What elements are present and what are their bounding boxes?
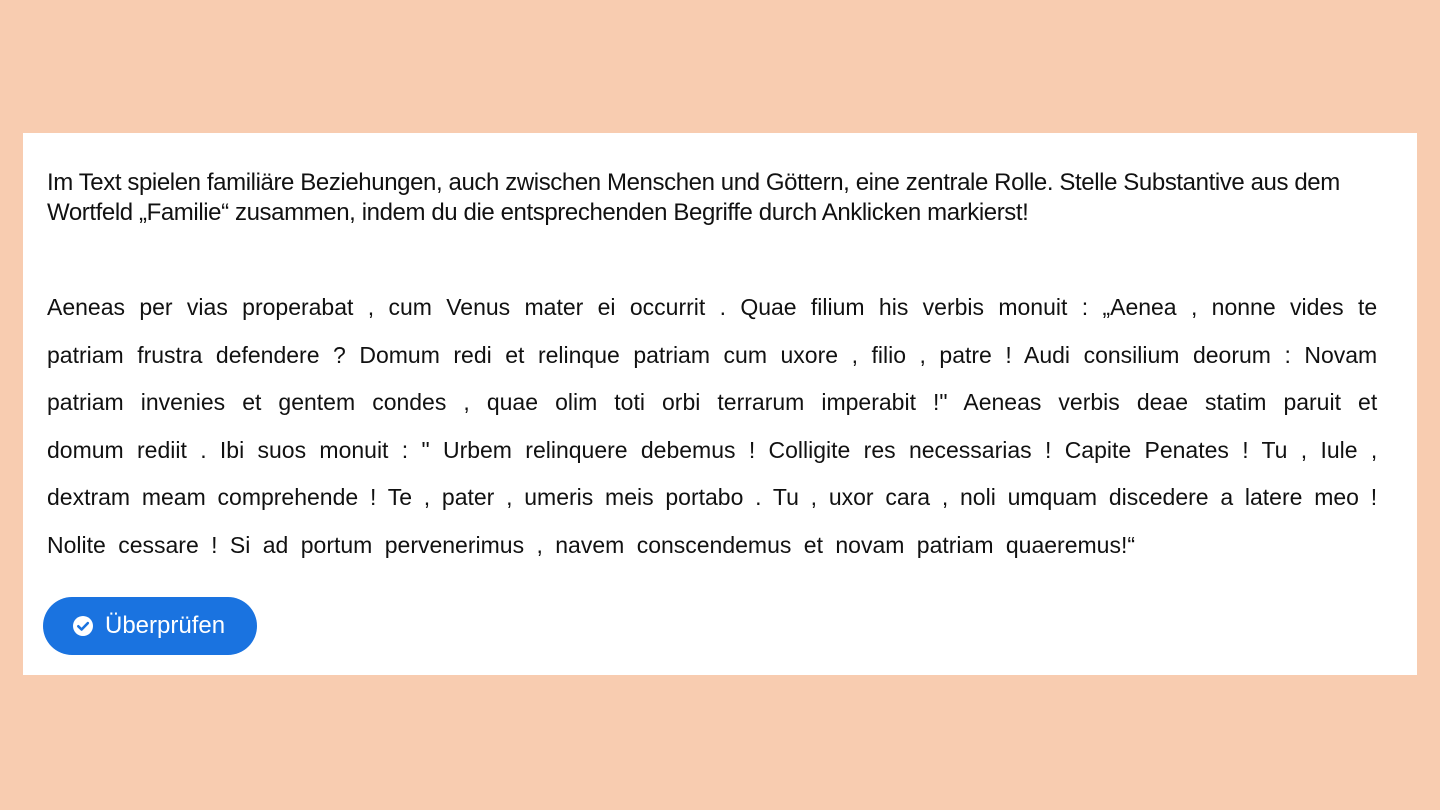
passage-word[interactable]: deae xyxy=(1136,389,1188,415)
passage-word[interactable]: olim xyxy=(555,389,598,415)
passage-word[interactable]: necessarias xyxy=(908,436,1032,463)
passage-word[interactable]: a xyxy=(1220,484,1234,510)
passage-word[interactable]: te xyxy=(1357,294,1378,320)
passage-word[interactable]: terrarum xyxy=(717,389,805,415)
passage-line xyxy=(47,522,1377,570)
passage-word[interactable]: Quae xyxy=(740,294,797,320)
passage-word[interactable]: , xyxy=(1370,436,1378,463)
passage-word[interactable]: Colligite xyxy=(768,436,851,463)
passage-word[interactable]: monuit xyxy=(998,294,1068,320)
passage-word[interactable]: cum xyxy=(388,294,432,320)
passage-word[interactable]: frustra xyxy=(137,341,203,368)
passage-word[interactable]: pervenerimus xyxy=(384,531,525,558)
passage-word[interactable]: , xyxy=(423,484,431,510)
passage-word[interactable]: dextram xyxy=(47,484,131,510)
check-button[interactable] xyxy=(43,597,257,655)
passage-word[interactable]: conscendemus xyxy=(636,531,792,558)
passage-word[interactable]: umquam xyxy=(1007,484,1098,510)
passage-word[interactable]: deorum xyxy=(1192,341,1271,368)
passage-word[interactable]: properabat xyxy=(242,294,354,320)
passage-word[interactable]: patriam xyxy=(47,389,124,415)
passage-word[interactable]: Ibi xyxy=(219,436,245,463)
passage-word[interactable]: comprehende xyxy=(217,484,359,510)
passage-word[interactable]: Capite xyxy=(1064,436,1132,463)
passage-word[interactable]: et xyxy=(803,531,823,558)
passage-line xyxy=(47,332,1377,380)
passage-word[interactable]: . xyxy=(755,484,762,510)
passage-word[interactable]: patriam xyxy=(47,341,124,368)
passage-word[interactable]: , xyxy=(851,341,858,368)
passage-word[interactable]: mater xyxy=(524,294,584,320)
passage-word[interactable]: ei xyxy=(597,294,616,320)
passage-word[interactable]: redi xyxy=(453,341,492,368)
passage-word[interactable]: domum xyxy=(47,436,124,463)
passage-word[interactable]: portabo xyxy=(665,484,744,510)
passage-word[interactable]: cessare xyxy=(118,531,199,558)
passage-word[interactable]: et xyxy=(242,389,262,415)
check-button-label: Überprüfen xyxy=(105,612,226,639)
passage-word[interactable]: paruit xyxy=(1283,389,1341,415)
passage-word[interactable]: umeris xyxy=(524,484,594,510)
passage-word[interactable]: Domum xyxy=(359,341,440,368)
passage-line xyxy=(47,284,1377,332)
passage-word[interactable]: : xyxy=(1284,341,1291,368)
passage-word[interactable]: vides xyxy=(1289,294,1344,320)
latin-passage xyxy=(47,284,1377,569)
passage-word[interactable]: meo xyxy=(1314,484,1359,510)
passage-word[interactable]: occurrit xyxy=(629,294,706,320)
passage-word[interactable]: his xyxy=(878,294,909,320)
passage-word[interactable]: Aeneas xyxy=(47,294,126,320)
passage-word[interactable]: rediit xyxy=(137,436,187,463)
passage-word[interactable]: imperabit xyxy=(821,389,916,415)
passage-word[interactable]: noli xyxy=(960,484,996,510)
exercise-card xyxy=(23,133,1417,675)
passage-word[interactable]: patre xyxy=(939,341,992,368)
passage-word[interactable]: per xyxy=(139,294,173,320)
passage-word[interactable]: latere xyxy=(1244,484,1303,510)
passage-word[interactable]: verbis xyxy=(1058,389,1120,415)
passage-word[interactable]: ! xyxy=(1370,484,1378,510)
passage-word[interactable]: navem xyxy=(555,531,625,558)
passage-line xyxy=(47,427,1377,475)
passage-word[interactable]: ad xyxy=(262,531,289,558)
passage-word[interactable]: et xyxy=(1358,389,1378,415)
passage-word[interactable]: quaeremus!“ xyxy=(1005,531,1136,558)
passage-word[interactable]: Urbem xyxy=(442,436,512,463)
passage-word[interactable]: , xyxy=(506,484,513,510)
passage-word[interactable]: condes xyxy=(372,389,447,415)
passage-word[interactable]: ! xyxy=(1005,341,1012,368)
passage-word[interactable]: invenies xyxy=(140,389,226,415)
passage-word[interactable]: defendere xyxy=(215,341,320,368)
passage-word[interactable]: , xyxy=(1300,436,1308,463)
passage-word[interactable]: pater xyxy=(441,484,495,510)
passage-word[interactable]: patriam xyxy=(633,341,711,368)
passage-word[interactable]: toti xyxy=(614,389,645,415)
passage-word[interactable]: Penates xyxy=(1144,436,1229,463)
passage-word[interactable]: !" xyxy=(933,389,948,415)
passage-word[interactable]: . xyxy=(719,294,726,320)
check-circle-icon xyxy=(72,615,94,637)
task-instruction: Im Text spielen familiäre Beziehungen, auch zwischen Menschen und Göttern, eine zentrale Rolle. Stelle Substantive aus dem Wortfeld „Familie“ zusammen, indem du die entsprechenden Begriffe durch Anklicken markierst! xyxy=(47,169,1340,226)
passage-word[interactable]: cara xyxy=(885,484,931,510)
passage-word[interactable]: statim xyxy=(1205,389,1267,415)
passage-word[interactable]: Te xyxy=(387,484,412,510)
passage-word[interactable]: Nolite xyxy=(47,531,106,558)
passage-word[interactable]: et xyxy=(505,341,525,368)
passage-word[interactable]: portum xyxy=(300,531,373,558)
passage-word[interactable]: ! xyxy=(748,436,756,463)
passage-word[interactable]: discedere xyxy=(1108,484,1209,510)
passage-word[interactable]: . xyxy=(200,436,207,463)
passage-word[interactable]: , xyxy=(536,531,543,558)
passage-word[interactable]: relinque xyxy=(537,341,620,368)
passage-word[interactable]: Novam xyxy=(1304,341,1378,368)
passage-word[interactable]: suos xyxy=(257,436,307,463)
passage-word[interactable]: quae xyxy=(486,389,539,415)
passage-word[interactable]: vias xyxy=(186,294,228,320)
passage-word[interactable]: consilium xyxy=(1083,341,1180,368)
passage-word[interactable]: , xyxy=(1190,294,1198,320)
passage-word[interactable]: Tu xyxy=(1261,436,1288,463)
passage-word[interactable]: Audi xyxy=(1024,341,1071,368)
passage-word[interactable]: cum xyxy=(723,341,767,368)
passage-word[interactable]: " xyxy=(421,436,430,463)
passage-word[interactable]: meis xyxy=(605,484,654,510)
passage-word[interactable]: Venus xyxy=(446,294,511,320)
passage-word[interactable]: ! xyxy=(211,531,218,558)
passage-word[interactable]: gentem xyxy=(278,389,356,415)
passage-word[interactable]: , xyxy=(941,484,949,510)
passage-word[interactable]: ! xyxy=(369,484,377,510)
passage-word[interactable]: meam xyxy=(141,484,206,510)
passage-word[interactable]: „Aenea xyxy=(1102,294,1177,320)
passage-line xyxy=(47,379,1377,427)
passage-word[interactable]: , xyxy=(810,484,818,510)
passage-word[interactable]: filio xyxy=(871,341,906,368)
passage-word[interactable]: Aeneas xyxy=(963,389,1042,415)
passage-word[interactable]: uxore xyxy=(780,341,839,368)
passage-word[interactable]: ? xyxy=(333,341,346,368)
passage-word[interactable]: Tu xyxy=(772,484,799,510)
passage-word[interactable]: nonne xyxy=(1211,294,1276,320)
passage-word[interactable]: ! xyxy=(1044,436,1052,463)
passage-word[interactable]: , xyxy=(463,389,470,415)
passage-word[interactable]: patriam xyxy=(916,531,994,558)
passage-word[interactable]: Iule xyxy=(1320,436,1358,463)
passage-word[interactable]: res xyxy=(863,436,896,463)
passage-word[interactable]: verbis xyxy=(922,294,985,320)
passage-word[interactable]: debemus xyxy=(640,436,736,463)
passage-word[interactable]: : xyxy=(1081,294,1089,320)
passage-word[interactable]: filium xyxy=(810,294,865,320)
passage-word[interactable]: orbi xyxy=(662,389,701,415)
passage-word[interactable]: ! xyxy=(1242,436,1249,463)
passage-line xyxy=(47,474,1377,522)
passage-word[interactable]: , xyxy=(367,294,375,320)
passage-word[interactable]: novam xyxy=(835,531,905,558)
passage-word[interactable]: , xyxy=(919,341,926,368)
passage-word[interactable]: : xyxy=(401,436,409,463)
passage-word[interactable]: Si xyxy=(229,531,251,558)
passage-word[interactable]: relinquere xyxy=(525,436,628,463)
passage-word[interactable]: monuit xyxy=(319,436,389,463)
passage-word[interactable]: uxor xyxy=(828,484,874,510)
